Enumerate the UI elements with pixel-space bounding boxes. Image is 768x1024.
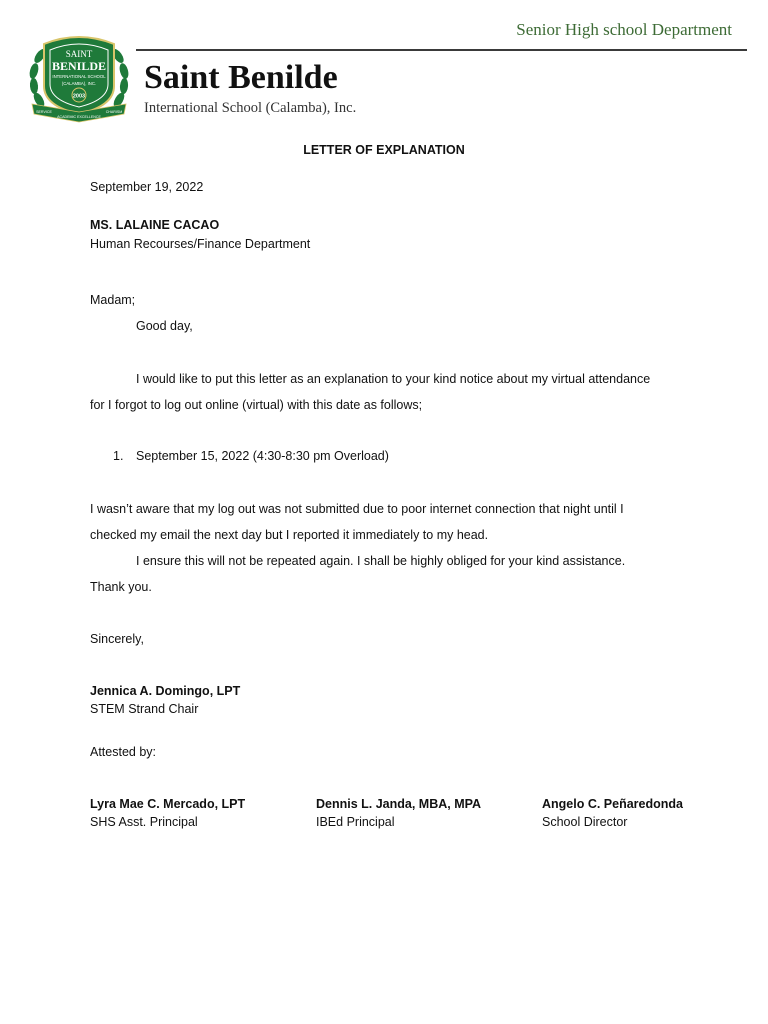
logo-year: 2003 — [72, 93, 86, 100]
attester-title: School Director — [542, 815, 628, 829]
signer-title: STEM Strand Chair — [90, 702, 199, 716]
logo-ribbon-middle: ACADEMIC EXCELLENCE — [57, 115, 101, 119]
logo-text-saint: SAINT — [65, 49, 93, 59]
school-subtitle: International School (Calamba), Inc. — [144, 100, 357, 116]
school-name: Saint Benilde — [144, 59, 338, 96]
logo-ribbon-left: SERVICE — [36, 110, 52, 114]
attester-title: IBEd Principal — [316, 815, 395, 829]
header-rule — [136, 49, 747, 51]
paragraph-3: I ensure this will not be repeated again. I shall be highly obliged for your kind assistance. — [136, 554, 626, 568]
list-item-text: September 15, 2022 (4:30-8:30 pm Overload) — [136, 449, 389, 463]
greeting: Good day, — [136, 319, 193, 333]
paragraph-2-line-2: checked my email the next day but I reported it immediately to my head. — [90, 528, 489, 542]
logo-text-international: INTERNATIONAL SCHOOL — [52, 74, 106, 79]
paragraph-1-line-1: I would like to put this letter as an explanation to your kind notice about my virtual attendance — [136, 372, 651, 386]
attested-label: Attested by: — [90, 745, 157, 759]
logo-ribbon-right: CHARISM — [105, 110, 123, 114]
letter-date: September 19, 2022 — [90, 180, 204, 194]
thank-you: Thank you. — [90, 580, 152, 594]
paragraph-2-line-1: I wasn’t aware that my log out was not submitted due to poor internet connection that night until I — [90, 502, 624, 516]
salutation: Madam; — [90, 293, 136, 307]
attester-name: Lyra Mae C. Mercado, LPT — [90, 797, 246, 811]
department-heading: Senior High school Department — [516, 20, 732, 39]
logo-text-benilde: BENILDE — [51, 59, 107, 73]
school-logo — [26, 26, 132, 130]
attester-name: Dennis L. Janda, MBA, MPA — [316, 797, 482, 811]
recipient-name: MS. LALAINE CACAO — [90, 218, 220, 232]
attester-title: SHS Asst. Principal — [90, 815, 198, 829]
closing: Sincerely, — [90, 632, 144, 646]
paragraph-1-line-2: for I forgot to log out online (virtual) with this date as follows; — [90, 398, 423, 412]
signer-name: Jennica A. Domingo, LPT — [90, 684, 241, 698]
recipient-department: Human Recourses/Finance Department — [90, 237, 311, 251]
logo-text-location: (CALAMBA), INC. — [61, 81, 97, 86]
letter-title: LETTER OF EXPLANATION — [303, 143, 465, 157]
list-item-number: 1. — [113, 449, 124, 463]
attester-name: Angelo C. Peñaredonda — [542, 797, 683, 811]
